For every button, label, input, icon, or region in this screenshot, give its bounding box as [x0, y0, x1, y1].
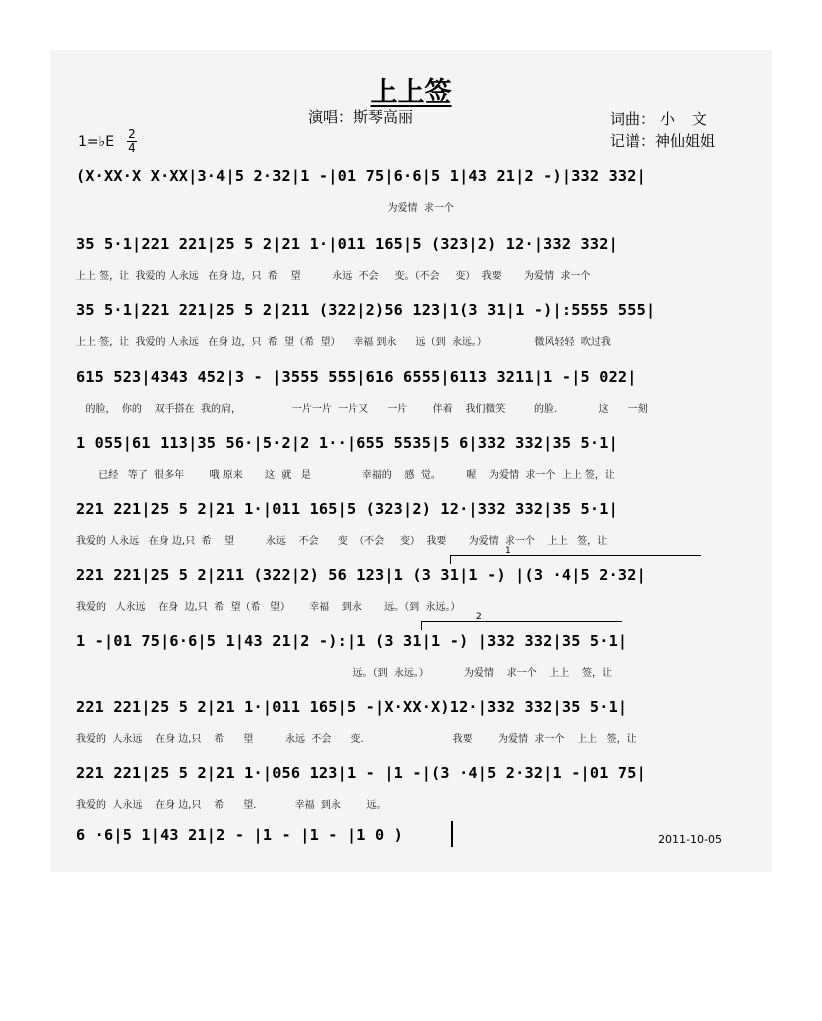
row-notes: 1 055|61 113|35 56·|5·2|2 1··|655 5535|5 6|332 332|35 5·1|	[76, 434, 618, 452]
row-lyrics: 已经 等了 很多年 哦 原来 这 就 是 幸福的 感 觉。 喔 为爱情 求一个 上上 签，让	[76, 470, 615, 481]
score-sheet	[50, 50, 772, 872]
row-notes: 221 221|25 5 2|211 (322|2) 56 123|1 (3 31|1 -) |(3 ·4|5 2·32|	[76, 566, 646, 584]
row-notes: 615 523|4343 452|3 - |3555 555|616 6555|6113 3211|1 -|5 022|	[76, 368, 637, 386]
key-signature: 1=♭E	[78, 134, 115, 150]
row-lyrics: 的脸， 你的 双手搭在 我的肩， 一片一片 一片又 一片 伴着 我们微笑 的脸. 这 一刻	[76, 404, 648, 415]
row-notes: (X·XX·X X·XX|3·4|5 2·32|1 -|01 75|6·6|5 1|43 21|2 -)|332 332|	[76, 167, 646, 185]
date-stamp: 2011-10-05	[658, 833, 722, 846]
row-notes: 221 221|25 5 2|21 1·|011 165|5 (323|2) 12·|332 332|35 5·1|	[76, 500, 618, 518]
second-ending-number: 2	[476, 612, 482, 622]
row-lyrics: 我爱的 人永远 在身 边,只 希 望. 幸福 到永 远。	[76, 800, 387, 811]
row-notes: 35 5·1|221 221|25 5 2|211 (322|2)56 123|1(3 31|1 -)|:5555 555|	[76, 301, 656, 319]
row-notes: 6 ·6|5 1|43 21|2 - |1 - |1 - |1 0 )	[76, 826, 404, 844]
final-barline	[451, 821, 453, 847]
time-signature-top: 2	[128, 127, 136, 141]
row-lyrics: 我爱的 人永远 在身 边,只 希 望 永远 不会 变. 我要 为爱情 求一个 上上 签，让	[76, 734, 637, 745]
song-title: 上上签	[370, 77, 452, 108]
singer-credit: 演唱：斯琴高丽	[308, 108, 414, 126]
lyricist-name: 小 文	[660, 110, 713, 128]
row-lyrics: 远。（到 永远。） 为爱情 求一个 上上 签，让	[76, 668, 613, 679]
first-ending-bracket	[450, 546, 701, 564]
row-lyrics: 我爱的 人永远 在身 边,只 希 望 永远 不会 变 （不会 变） 我要 为爱情 求一个 上上 签，让	[76, 536, 608, 547]
row-notes: 221 221|25 5 2|21 1·|056 123|1 - |1 -|(3 ·4|5 2·32|1 -|01 75|	[76, 764, 646, 782]
row-notes: 221 221|25 5 2|21 1·|011 165|5 -|X·XX·X)12·|332 332|35 5·1|	[76, 698, 628, 716]
time-signature-bottom: 4	[128, 141, 136, 155]
row-lyrics: 上上 签，让 我爱的 人永远 在身 边，只 希 望 永远 不会 变。（不会 变） 我要 为爱情 求一个	[76, 271, 591, 282]
row-lyrics: 我爱的 人永远 在身 边,只 希 望（希 望） 幸福 到永 远。（到 永远。）	[76, 602, 461, 613]
first-ending-number: 1	[505, 546, 511, 556]
row-lyrics: 为爱情 求一个	[76, 203, 454, 214]
lyricist-label: 词曲：	[610, 110, 656, 128]
row-notes: 35 5·1|221 221|25 5 2|21 1·|011 165|5 (323|2) 12·|332 332|	[76, 235, 618, 253]
row-notes: 1 -|01 75|6·6|5 1|43 21|2 -):|1 (3 31|1 -) |332 332|35 5·1|	[76, 632, 628, 650]
second-ending-bracket	[421, 612, 622, 630]
transcriber-credit: 记谱：神仙姐姐	[610, 132, 716, 150]
row-lyrics: 上上 签，让 我爱的 人永远 在身 边，只 希 望（希 望） 幸福 到永 远（到 永远。） 微风轻轻 吹过我	[76, 337, 611, 348]
time-signature	[127, 129, 137, 154]
